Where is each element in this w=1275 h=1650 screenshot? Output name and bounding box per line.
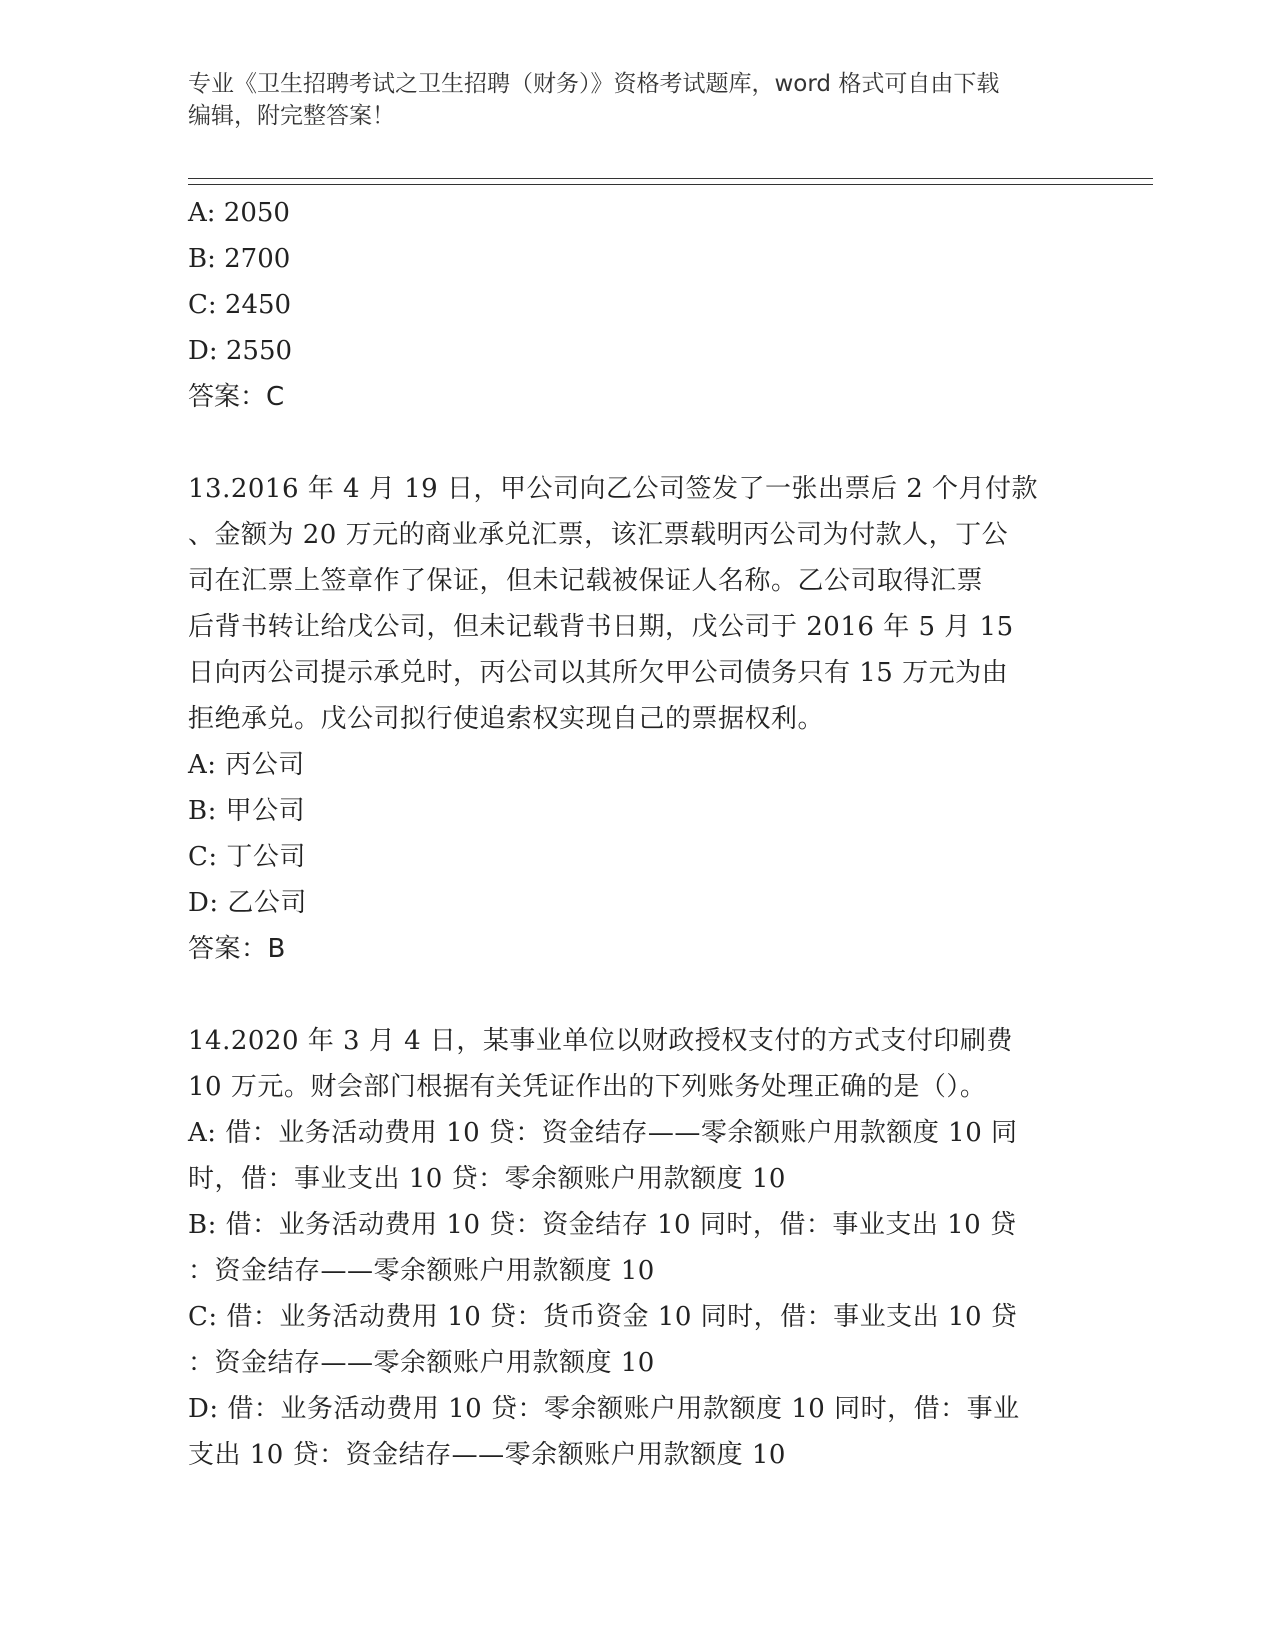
option-b-line-1: B: 借：业务活动费用 10 贷：资金结存 10 同时，借：事业支出 10 贷: [188, 1210, 1017, 1240]
option-c: C: 丁公司: [188, 842, 306, 872]
header-rule-top: [188, 178, 1153, 179]
option-d: D: 乙公司: [188, 888, 307, 918]
option-b-line-2: ：资金结存——零余额账户用款额度 10: [188, 1256, 655, 1286]
option-a-line-2: 时，借：事业支出 10 贷：零余额账户用款额度 10: [188, 1164, 786, 1194]
question-13: [188, 466, 1088, 972]
answer-label: 答案：C: [188, 382, 285, 412]
option-a: A: 2050: [188, 198, 290, 228]
question-text-line: 13.2016 年 4 月 19 日，甲公司向乙公司签发了一张出票后 2 个月付款: [188, 474, 1039, 504]
option-d: D: 2550: [188, 336, 293, 366]
option-c-line-1: C: 借：业务活动费用 10 贷：货币资金 10 同时，借：事业支出 10 贷: [188, 1302, 1018, 1332]
document-header: [188, 68, 1068, 132]
option-d-line-2: 支出 10 贷：资金结存——零余额账户用款额度 10: [188, 1440, 786, 1470]
question-text-line: 司在汇票上签章作了保证，但未记载被保证人名称。乙公司取得汇票: [188, 566, 984, 596]
option-b: B: 2700: [188, 244, 291, 274]
header-line-1: 专业《卫生招聘考试之卫生招聘（财务）》资格考试题库，word 格式可自由下载: [188, 71, 1000, 97]
option-c: C: 2450: [188, 290, 292, 320]
option-d-line-1: D: 借：业务活动费用 10 贷：零余额账户用款额度 10 同时，借：事业: [188, 1394, 1020, 1424]
question-text-line: 、金额为 20 万元的商业承兑汇票，该汇票载明丙公司为付款人，丁公: [188, 520, 1009, 550]
header-rule-bottom: [188, 184, 1153, 185]
option-a: A: 丙公司: [188, 750, 305, 780]
question-text-line: 14.2020 年 3 月 4 日，某事业单位以财政授权支付的方式支付印刷费: [188, 1026, 1013, 1056]
question-text-line: 后背书转让给戊公司，但未记载背书日期，戊公司于 2016 年 5 月 15: [188, 612, 1014, 642]
option-a-line-1: A: 借：业务活动费用 10 贷：资金结存——零余额账户用款额度 10 同: [188, 1118, 1018, 1148]
spacer: [188, 420, 1088, 466]
option-c-line-2: ：资金结存——零余额账户用款额度 10: [188, 1348, 655, 1378]
spacer: [188, 972, 1088, 1018]
answer-label: 答案：B: [188, 934, 286, 964]
option-b: B: 甲公司: [188, 796, 306, 826]
question-14: [188, 1018, 1088, 1478]
document-content: [188, 190, 1088, 1478]
previous-question-options: [188, 190, 1088, 420]
question-text-line: 10 万元。财会部门根据有关凭证作出的下列账务处理正确的是（）。: [188, 1072, 987, 1102]
question-text-line: 拒绝承兑。戊公司拟行使追索权实现自己的票据权利。: [188, 704, 825, 734]
question-text-line: 日向丙公司提示承兑时，丙公司以其所欠甲公司债务只有 15 万元为由: [188, 658, 1009, 688]
header-line-2: 编辑，附完整答案！: [188, 103, 395, 129]
